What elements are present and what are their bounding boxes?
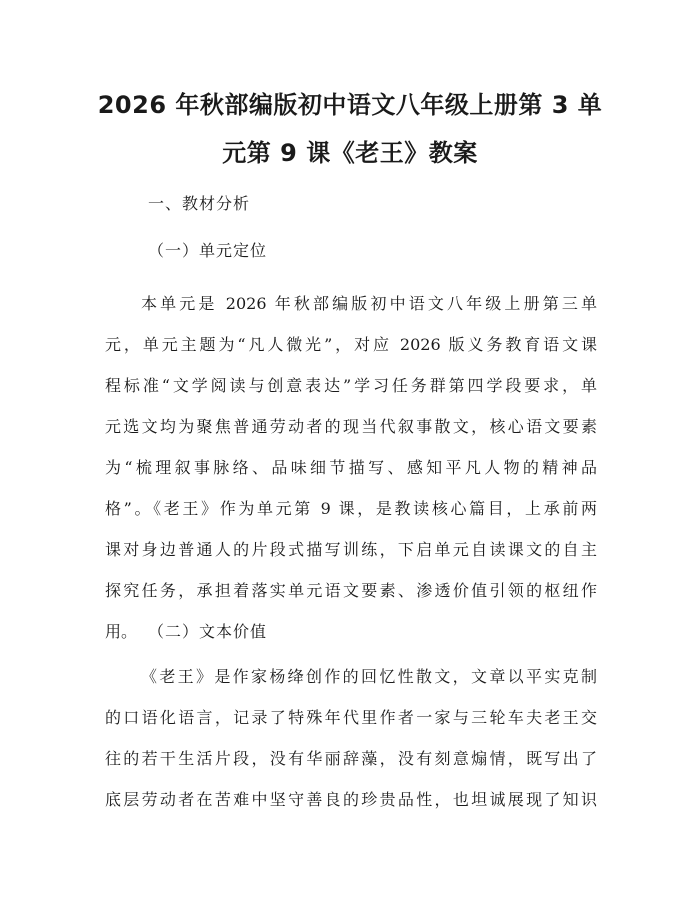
paragraph-line: 程标准“文学阅读与创意表达”学习任务群第四学段要求，单 <box>105 376 597 395</box>
paragraph-line: 元选文均为聚焦普通劳动者的现当代叙事散文，核心语文要素 <box>105 417 597 436</box>
subsection-heading-text-value: （二）文本价值 <box>148 622 268 641</box>
paragraph-line: 为“梳理叙事脉络、品味细节描写、感知平凡人物的精神品 <box>105 458 597 477</box>
paragraph-text-value <box>105 656 597 820</box>
document-title-line-2: 元第 9 课《老王》教案 <box>222 139 478 167</box>
paragraph-line: 本单元是 2026 年秋部编版初中语文八年级上册第三单 <box>141 294 597 313</box>
paragraph-line: 往的若干生活片段，没有华丽辞藻，没有刻意煽情，既写出了 <box>105 749 597 768</box>
paragraph-line: 用。 <box>105 622 138 641</box>
paragraph-line: 的口语化语言，记录了特殊年代里作者一家与三轮车夫老王交 <box>105 708 597 727</box>
paragraph-line: 格”。《老王》作为单元第 9 课，是教读核心篇目，上承前两 <box>105 499 597 518</box>
section-heading-textbook-analysis: 一、教材分析 <box>148 194 251 213</box>
paragraph-line: 探究任务，承担着落实单元语文要素、渗透价值引领的枢纽作 <box>105 581 597 600</box>
paragraph-line: 元，单元主题为“凡人微光”，对应 2026 版义务教育语文课 <box>105 335 597 354</box>
subsection-heading-unit-positioning: （一）单元定位 <box>148 241 268 260</box>
paragraph-line: 底层劳动者在苦难中坚守善良的珍贵品性，也坦诚展现了知识 <box>105 790 597 809</box>
paragraph-line: 《老王》是作家杨绛创作的回忆性散文，文章以平实克制 <box>141 667 597 686</box>
paragraph-unit-positioning <box>105 283 597 652</box>
paragraph-line: 课对身边普通人的片段式描写训练，下启单元自读课文的自主 <box>105 540 597 559</box>
document-title-line-1: 2026 年秋部编版初中语文八年级上册第 3 单 <box>97 91 603 119</box>
